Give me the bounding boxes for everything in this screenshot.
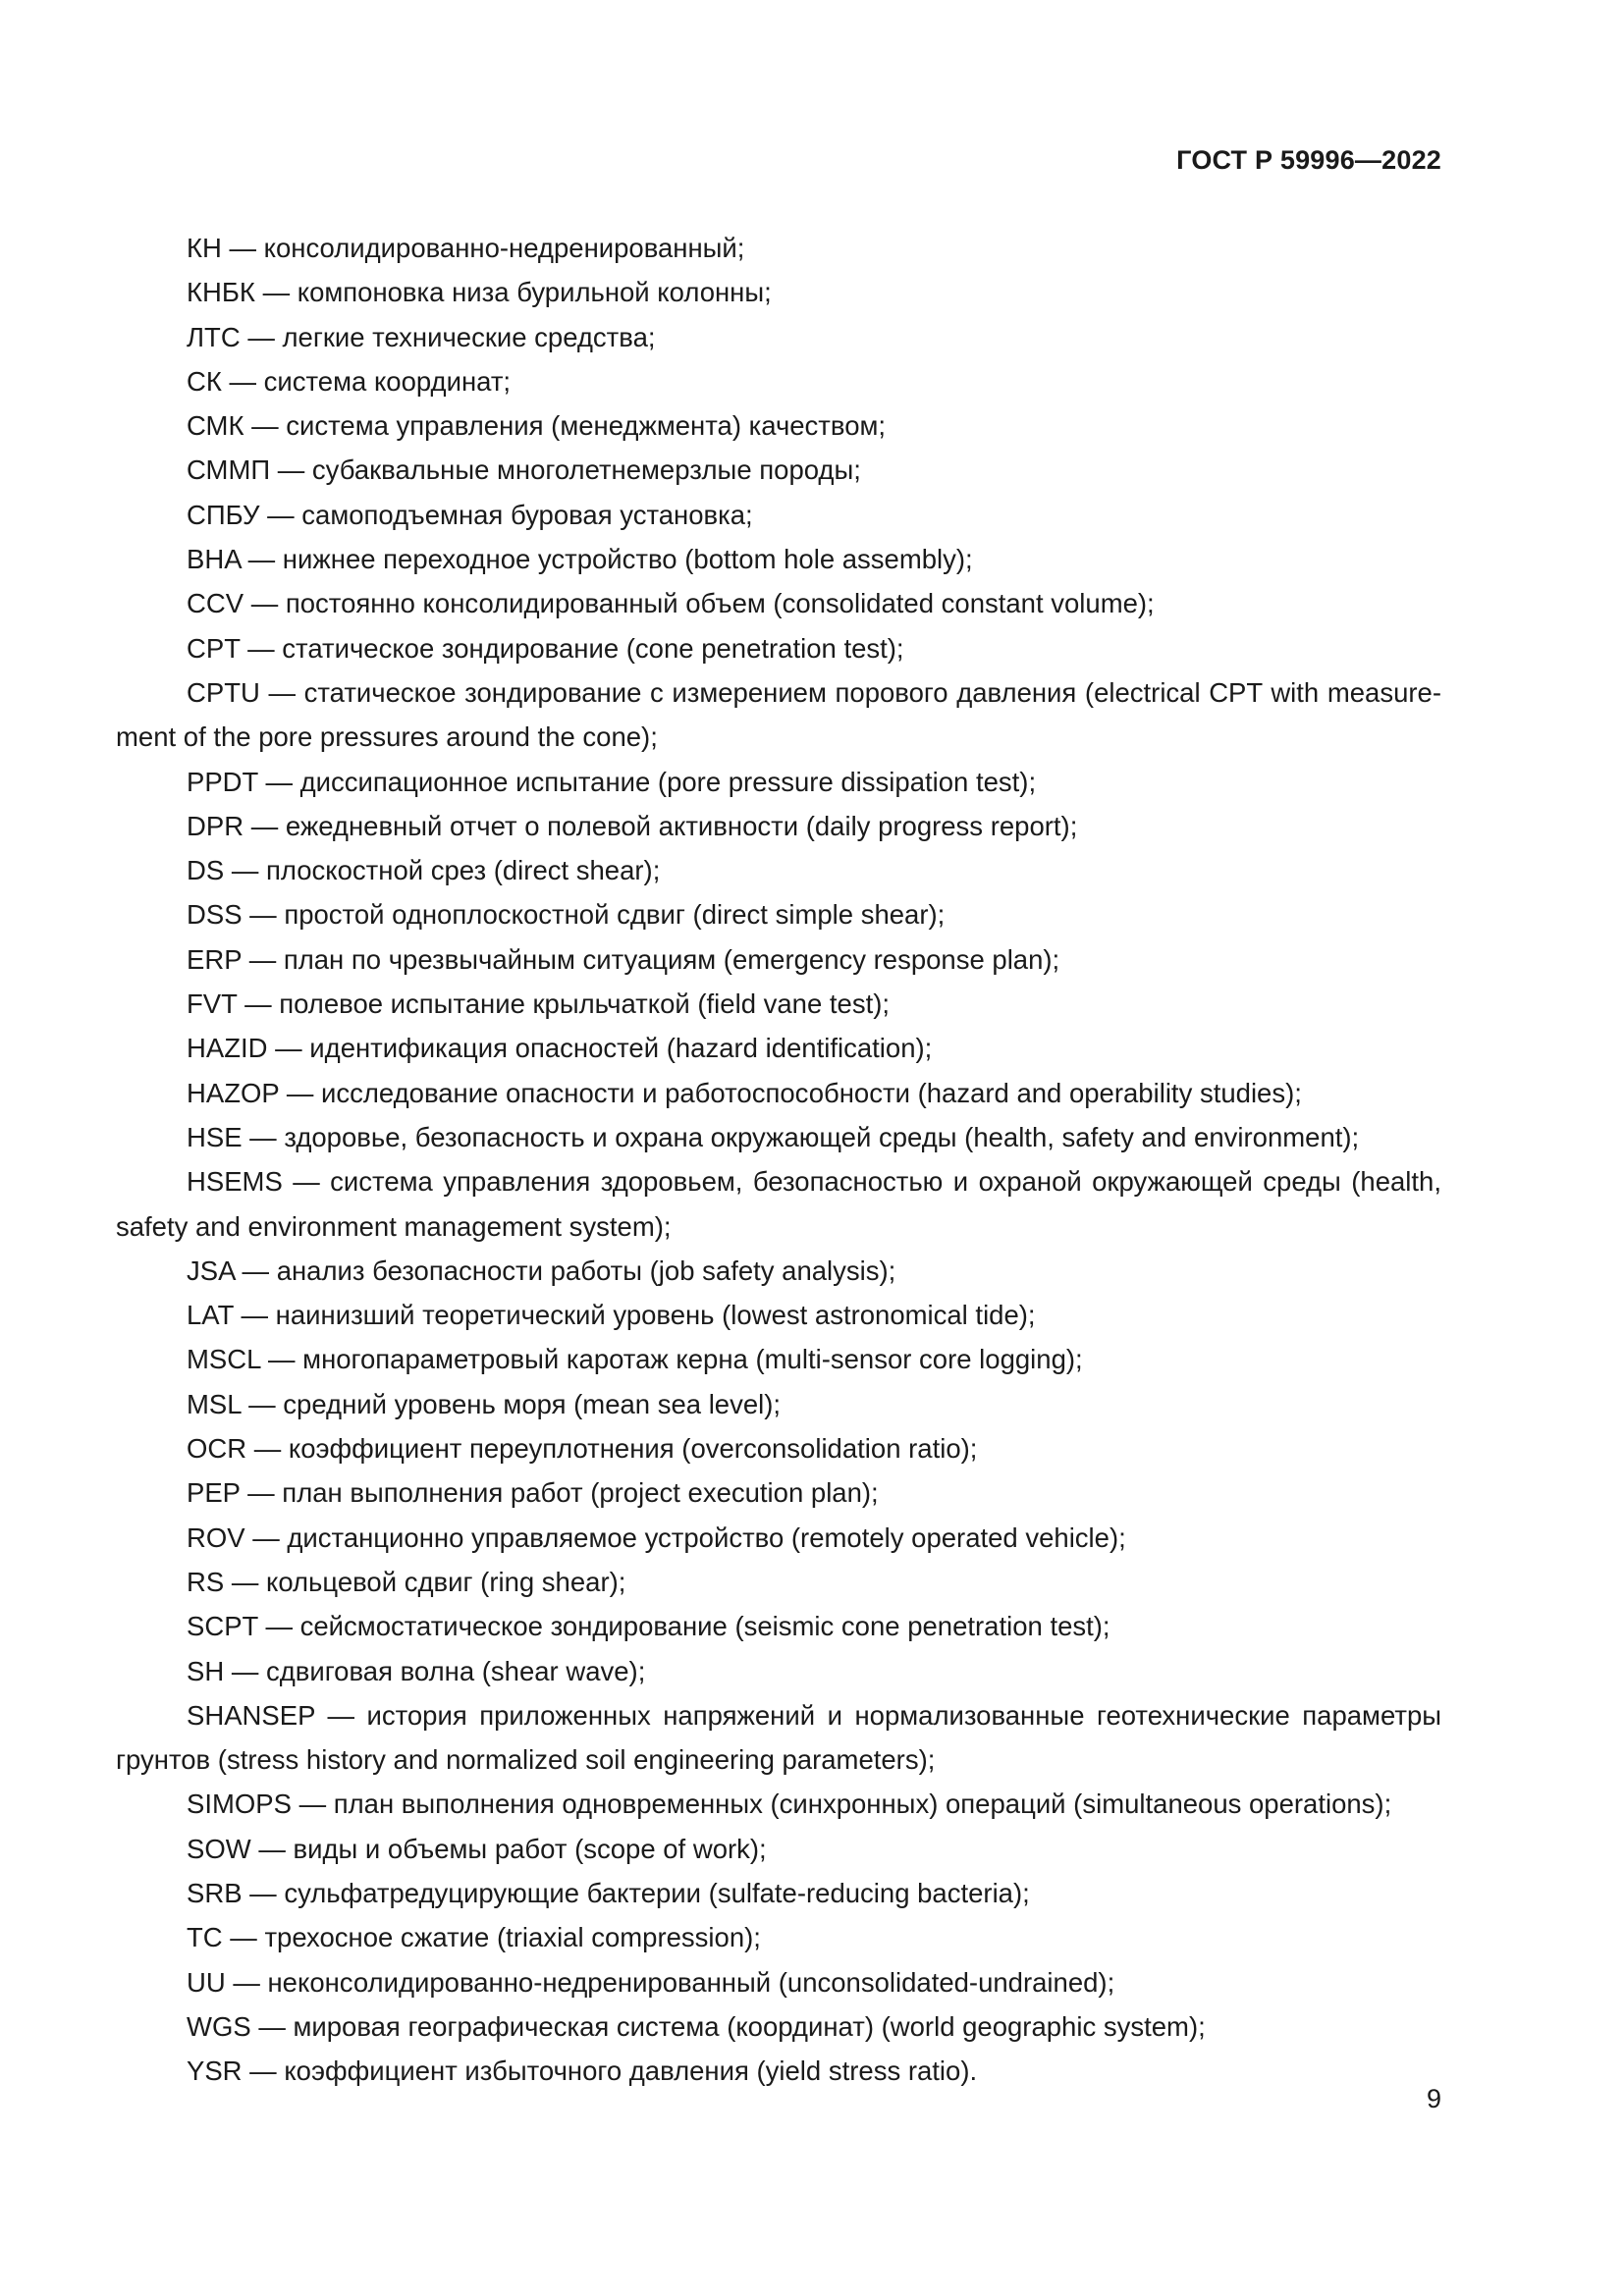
abbreviation-entry: СММП — субаквальные многолетнемерзлые породы;	[187, 454, 861, 486]
abbreviation-entry: СМК — система управления (менеджмента) качеством;	[187, 410, 887, 442]
abbreviation-entry: HSEMS — система управления здоровьем, безопасностью и охраной окружающей среды (health, safety and environment management system);	[116, 1166, 1441, 1242]
abbreviation-entry: SIMOPS — план выполнения одновременных (синхронных) операций (simultaneous operations);	[187, 1789, 1392, 1820]
abbreviation-entry: WGS — мировая географическая система (координат) (world geographic system);	[187, 2010, 1206, 2042]
abbreviation-entry: OCR — коэффициент переуплотнения (overconsolidation ratio);	[187, 1433, 978, 1465]
abbreviation-entry: BHA — нижнее переходное устройство (bottom hole assembly);	[187, 544, 973, 575]
document-header: ГОСТ Р 59996—2022	[1176, 145, 1441, 175]
abbreviation-entry: КНБК — компоновка низа бурильной колонны;	[187, 277, 772, 308]
abbreviation-entry: ROV — дистанционно управляемое устройство (remotely operated vehicle);	[187, 1522, 1126, 1553]
abbreviation-entry: SH — сдвиговая волна (shear wave);	[187, 1655, 646, 1686]
page-number: 9	[1426, 2084, 1441, 2113]
abbreviation-entry: CPT — статическое зондирование (cone penetration test);	[187, 632, 904, 664]
abbreviation-entry: MSCL — многопараметровый каротаж керна (multi-sensor core logging);	[187, 1344, 1083, 1375]
abbreviation-entry: HSE — здоровье, безопасность и охрана окружающей среды (health, safety and environment);	[187, 1121, 1360, 1152]
abbreviation-entry: СК — система координат;	[187, 365, 512, 397]
abbreviation-entry: CPTU — статическое зондирование с измерением порового давления (electrical CPT with measure-ment of the pore pressures around the cone);	[116, 676, 1441, 753]
abbreviation-entry: ERP — план по чрезвычайным ситуациям (emergency response plan);	[187, 943, 1060, 975]
abbreviation-entry: FVT — полевое испытание крыльчаткой (field vane test);	[187, 988, 891, 1020]
abbreviation-entry: КН — консолидированно-недренированный;	[187, 233, 745, 263]
abbreviation-entry: SRB — сульфатредуцирующие бактерии (sulfate-reducing bacteria);	[187, 1877, 1030, 1908]
abbreviation-entry: PPDT — диссипационное испытание (pore pressure dissipation test);	[187, 766, 1037, 797]
abbreviation-entry: TC — трехосное сжатие (triaxial compression);	[187, 1922, 761, 1953]
abbreviation-entry: СПБУ — самоподъемная буровая установка;	[187, 499, 753, 530]
abbreviation-entry: UU — неконсолидированно-недренированный (unconsolidated-undrained);	[187, 1966, 1115, 1998]
abbreviation-entry: SHANSEP — история приложенных напряжений и нормализованные геотехнические параметры грунтов (stress history and normalized soil engineering parameters);	[116, 1699, 1441, 1776]
abbreviation-entry: SOW — виды и объемы работ (scope of work);	[187, 1833, 767, 1864]
abbreviation-entry: PEP — план выполнения работ (project execution plan);	[187, 1477, 879, 1509]
abbreviation-entry: RS — кольцевой сдвиг (ring shear);	[187, 1566, 626, 1597]
abbreviation-entry: DPR — ежедневный отчет о полевой активности (daily progress report);	[187, 810, 1078, 841]
abbreviation-entry: HAZOP — исследование опасности и работоспособности (hazard and operability studies);	[187, 1077, 1302, 1108]
abbreviation-entry: ЛТС — легкие технические средства;	[187, 321, 656, 352]
abbreviation-entry: YSR — коэффициент избыточного давления (yield stress ratio).	[187, 2056, 978, 2087]
abbreviation-list	[116, 226, 1441, 2093]
abbreviation-entry: LAT — наинизший теоретический уровень (lowest astronomical tide);	[187, 1300, 1036, 1331]
abbreviation-entry: HAZID — идентификация опасностей (hazard identification);	[187, 1033, 933, 1064]
abbreviation-entry: DSS — простой одноплоскостной сдвиг (direct simple shear);	[187, 899, 946, 931]
abbreviation-entry: SCPT — сейсмостатическое зондирование (seismic cone penetration test);	[187, 1611, 1110, 1642]
abbreviation-entry: MSL — средний уровень моря (mean sea level);	[187, 1388, 782, 1419]
abbreviation-entry: JSA — анализ безопасности работы (job safety analysis);	[187, 1255, 896, 1286]
abbreviation-entry: DS — плоскостной срез (direct shear);	[187, 855, 661, 886]
abbreviation-entry: CCV — постоянно консолидированный объем (consolidated constant volume);	[187, 588, 1155, 619]
